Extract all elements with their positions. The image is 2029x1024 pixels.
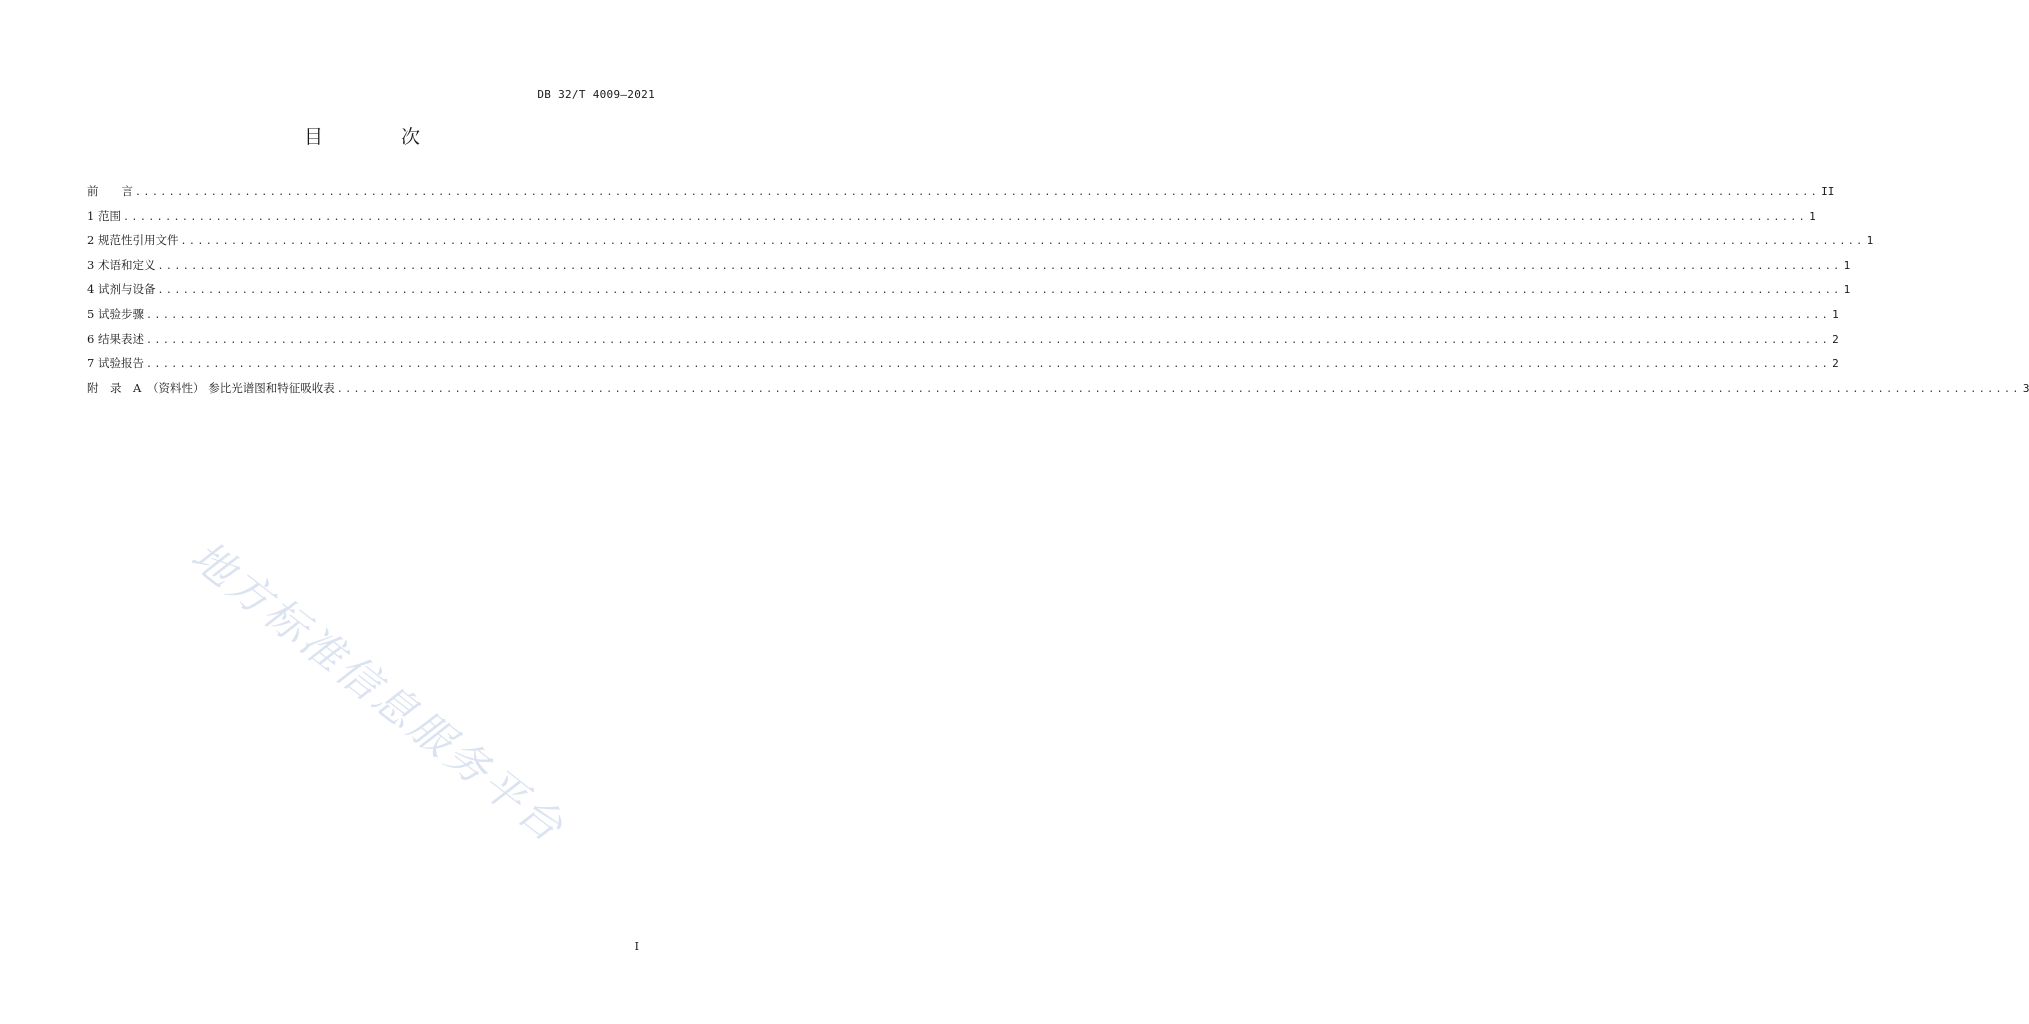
toc-leader-dots: ........................................................................................................................................................................................................ <box>122 211 1808 223</box>
toc-entry-page: II <box>1821 185 1835 198</box>
toc-entry-label: 7 试验报告 <box>87 356 144 371</box>
toc-leader-dots: ........................................................................................................................................................................................................ <box>135 187 1820 198</box>
toc-leader-dots: ........................................................................................................................................................................................................ <box>180 236 1865 248</box>
toc-entry-label: 1 范围 <box>87 208 121 223</box>
watermark: 地方标准信息服务平台 <box>182 531 575 853</box>
page-title: 目 次 <box>303 126 457 148</box>
toc-entry-label: 6 结果表述 <box>87 331 144 346</box>
toc-entry-label: 4 试剂与设备 <box>87 282 156 297</box>
toc-entry[interactable] <box>87 232 1874 257</box>
toc-entry[interactable] <box>87 257 1851 282</box>
toc-entry-page: 1 <box>1809 209 1816 223</box>
toc-entry[interactable] <box>87 281 1851 306</box>
toc-entry-label: 5 试验步骤 <box>87 306 144 321</box>
toc-leader-dots: ........................................................................................................................................................................................................ <box>336 383 2021 395</box>
toc-leader-dots: ........................................................................................................................................................................................................ <box>145 309 1831 321</box>
toc-entry[interactable] <box>87 183 1835 208</box>
toc-leader-dots: ........................................................................................................................................................................................................ <box>157 285 1842 297</box>
toc-entry-page: 3 <box>2022 381 2029 395</box>
toc-leader-dots: ........................................................................................................................................................................................................ <box>145 334 1831 346</box>
toc-entry-page: 2 <box>1832 332 1839 346</box>
toc-entry[interactable] <box>87 380 2029 405</box>
page-number: I <box>634 940 639 953</box>
document-code: DB 32/T 4009—2021 <box>537 88 655 101</box>
table-of-contents <box>87 183 2029 404</box>
toc-entry-page: 1 <box>1843 258 1851 272</box>
toc-entry-page: 1 <box>1832 307 1839 321</box>
toc-entry[interactable] <box>87 331 1839 356</box>
toc-leader-dots: ........................................................................................................................................................................................................ <box>157 260 1842 272</box>
toc-entry-label: 附 录 A （资料性） 参比光谱图和特征吸收表 <box>87 380 335 395</box>
toc-entry-page: 1 <box>1843 283 1851 297</box>
toc-entry[interactable] <box>87 355 1839 380</box>
toc-leader-dots: ........................................................................................................................................................................................................ <box>145 359 1831 371</box>
toc-entry-label: 前 言 <box>87 184 133 198</box>
toc-entry[interactable] <box>87 306 1839 331</box>
toc-entry-label: 2 规范性引用文件 <box>87 233 179 248</box>
toc-entry-page: 1 <box>1866 234 1874 248</box>
toc-entry-label: 3 术语和定义 <box>87 257 156 272</box>
toc-entry-page: 2 <box>1832 357 1839 371</box>
toc-entry[interactable] <box>87 208 1816 233</box>
